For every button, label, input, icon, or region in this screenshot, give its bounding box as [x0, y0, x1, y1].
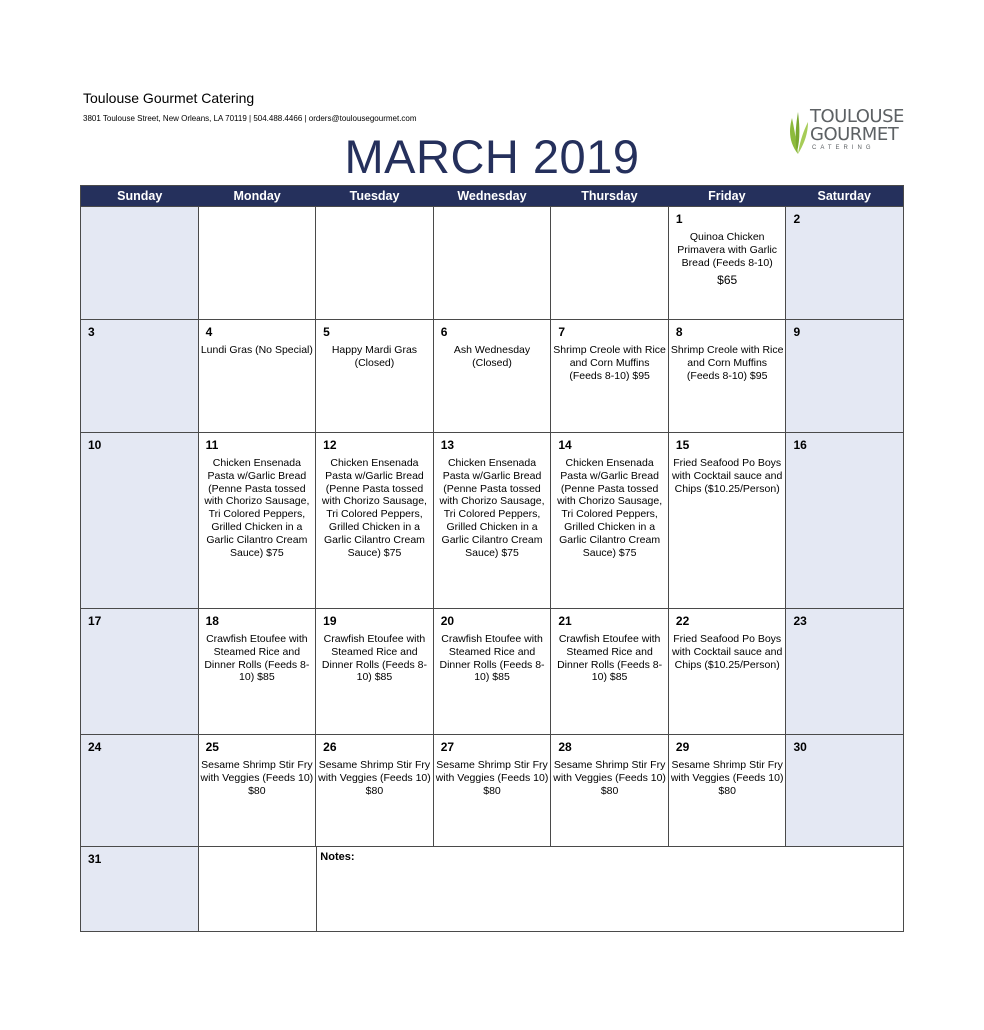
- day-number: 29: [675, 740, 690, 754]
- day-number: 6: [440, 325, 448, 339]
- day-number: 1: [675, 212, 683, 226]
- menu-special: [434, 759, 551, 797]
- company-logo: [786, 106, 906, 156]
- day-cell-3: [81, 320, 198, 432]
- day-number: 19: [323, 614, 337, 628]
- weekday-tuesday: Tuesday: [349, 189, 400, 203]
- menu-special: [199, 633, 316, 684]
- day-number: 25: [205, 740, 219, 754]
- weekday-friday: Friday: [708, 189, 746, 203]
- weeks: [81, 206, 903, 846]
- calendar-week-6: [81, 846, 903, 931]
- menu-special: [316, 633, 433, 684]
- day-number: 27: [440, 740, 455, 754]
- day-number: 14: [558, 438, 572, 452]
- day-number: 9: [793, 325, 801, 339]
- day-number: 5: [323, 325, 330, 339]
- day-cell-31: [81, 847, 198, 931]
- day-cell-30: [785, 735, 903, 846]
- menu-special: [316, 344, 433, 370]
- calendar-week-4: [81, 608, 903, 734]
- day-number: 3: [88, 325, 95, 339]
- calendar-week-2: [81, 319, 903, 432]
- menu-special-text: Quinoa Chicken Primavera with Garlic Bread (Feeds 8-10): [677, 231, 778, 269]
- menu-special-text: Chicken Ensenada Pasta w/Garlic Bread (Penne Pasta tossed with Chorizo Sausage, Tri Colored Peppers, Grilled Chicken in a Garlic Cilantro Cream Sauce) $75: [557, 457, 663, 559]
- day-cell-10: [81, 433, 198, 608]
- day-number: 28: [558, 740, 572, 754]
- menu-special: [551, 633, 668, 684]
- empty-day-cell: [315, 207, 433, 319]
- day-number: 21: [558, 614, 572, 628]
- day-cell-13: [433, 433, 551, 608]
- empty-day-cell: [198, 847, 316, 931]
- menu-special-text: Fried Seafood Po Boys with Cocktail sauce and Chips ($10.25/Person): [672, 457, 783, 495]
- day-number: 10: [88, 438, 102, 452]
- day-number: 31: [88, 852, 102, 866]
- weekday-monday: Monday: [233, 189, 281, 203]
- day-cell-2: [785, 207, 903, 319]
- day-number: 8: [675, 325, 683, 339]
- weekday-saturday: Saturday: [817, 189, 871, 203]
- calendar-week-5: [81, 734, 903, 846]
- day-cell-4: [198, 320, 316, 432]
- notes-box: [316, 847, 903, 931]
- day-number: 24: [88, 740, 102, 754]
- day-cell-11: [198, 433, 316, 608]
- page-title: MARCH 2019: [344, 130, 640, 183]
- menu-special-text: Crawfish Etoufee with Steamed Rice and Dinner Rolls (Feeds 8-10) $85: [204, 633, 310, 684]
- day-number: 15: [675, 438, 690, 452]
- weekday-header: [81, 186, 903, 206]
- menu-special-text: Fried Seafood Po Boys with Cocktail sauce and Chips ($10.25/Person): [672, 633, 783, 671]
- day-cell-26: [315, 735, 433, 846]
- day-number: 20: [440, 614, 455, 628]
- menu-special: [669, 457, 786, 495]
- day-cell-21: [550, 609, 668, 734]
- day-cell-9: [785, 320, 903, 432]
- menu-special-text: Happy Mardi Gras (Closed): [331, 344, 418, 369]
- menu-special: [551, 457, 668, 559]
- day-cell-29: [668, 735, 786, 846]
- day-cell-18: [198, 609, 316, 734]
- day-cell-6: [433, 320, 551, 432]
- menu-special: [199, 457, 316, 559]
- menu-special: [434, 344, 551, 370]
- menu-special: [199, 344, 316, 357]
- contact-line: 3801 Toulouse Street, New Orleans, LA 70119 | 504.488.4466 | orders@toulousegourmet.com: [83, 114, 417, 123]
- menu-special-text: Sesame Shrimp Stir Fry with Veggies (Feeds 10) $80: [435, 759, 549, 797]
- day-number: 7: [558, 325, 565, 339]
- leaf-icon: [786, 110, 810, 156]
- company-name: Toulouse Gourmet Catering: [83, 90, 255, 106]
- day-number: 23: [793, 614, 807, 628]
- menu-special-text: Chicken Ensenada Pasta w/Garlic Bread (Penne Pasta tossed with Chorizo Sausage, Tri Colored Peppers, Grilled Chicken in a Garlic Cilantro Cream Sauce) $75: [204, 457, 310, 559]
- day-number: 22: [675, 614, 690, 628]
- menu-special-text: Chicken Ensenada Pasta w/Garlic Bread (Penne Pasta tossed with Chorizo Sausage, Tri Colored Peppers, Grilled Chicken in a Garlic Cilantro Cream Sauce) $75: [321, 457, 427, 559]
- day-cell-16: [785, 433, 903, 608]
- day-number: 11: [205, 438, 219, 452]
- menu-special-text: Sesame Shrimp Stir Fry with Veggies (Feeds 10) $80: [670, 759, 784, 797]
- notes-label: Notes:: [320, 851, 355, 863]
- day-cell-27: [433, 735, 551, 846]
- menu-special-text: Sesame Shrimp Stir Fry with Veggies (Feeds 10) $80: [318, 759, 431, 797]
- menu-special: [669, 344, 786, 382]
- empty-day-cell: [81, 207, 198, 319]
- weekday-thursday: Thursday: [581, 189, 638, 203]
- day-number: 26: [323, 740, 337, 754]
- day-cell-7: [550, 320, 668, 432]
- logo-line-3: CATERING: [812, 145, 875, 151]
- day-number: 2: [793, 212, 801, 226]
- menu-price: $65: [717, 273, 738, 288]
- menu-special: [199, 759, 316, 797]
- menu-special-text: Sesame Shrimp Stir Fry with Veggies (Feeds 10) $80: [200, 759, 314, 797]
- menu-special-text: Ash Wednesday (Closed): [453, 344, 531, 369]
- menu-special: [434, 633, 551, 684]
- logo-line-2: GOURMET: [810, 124, 899, 145]
- menu-special-text: Crawfish Etoufee with Steamed Rice and Dinner Rolls (Feeds 8-10) $85: [557, 633, 663, 684]
- day-cell-25: [198, 735, 316, 846]
- day-cell-1: [668, 207, 786, 319]
- day-cell-5: [315, 320, 433, 432]
- menu-special-text: Chicken Ensenada Pasta w/Garlic Bread (Penne Pasta tossed with Chorizo Sausage, Tri Colored Peppers, Grilled Chicken in a Garlic Cilantro Cream Sauce) $75: [439, 457, 545, 559]
- menu-special-text: Shrimp Creole with Rice and Corn Muffins (Feeds 8-10) $95: [670, 344, 784, 382]
- day-cell-17: [81, 609, 198, 734]
- empty-day-cell: [433, 207, 551, 319]
- day-number: 4: [205, 325, 213, 339]
- calendar-grid: [80, 185, 904, 932]
- day-number: 18: [205, 614, 219, 628]
- calendar-week-3: [81, 432, 903, 608]
- day-cell-8: [668, 320, 786, 432]
- day-cell-28: [550, 735, 668, 846]
- menu-special-text: Crawfish Etoufee with Steamed Rice and Dinner Rolls (Feeds 8-10) $85: [439, 633, 545, 684]
- day-number: 12: [323, 438, 337, 452]
- menu-special-text: Crawfish Etoufee with Steamed Rice and Dinner Rolls (Feeds 8-10) $85: [321, 633, 427, 684]
- menu-special: [669, 759, 786, 797]
- day-number: 16: [793, 438, 807, 452]
- menu-special: [669, 231, 786, 287]
- empty-day-cell: [550, 207, 668, 319]
- day-cell-24: [81, 735, 198, 846]
- day-cell-12: [315, 433, 433, 608]
- weekday-wednesday: Wednesday: [457, 189, 527, 203]
- day-cell-19: [315, 609, 433, 734]
- calendar-week-1: [81, 206, 903, 319]
- menu-special: [434, 457, 551, 559]
- day-cell-23: [785, 609, 903, 734]
- menu-special-text: Sesame Shrimp Stir Fry with Veggies (Feeds 10) $80: [553, 759, 666, 797]
- menu-special-text: Lundi Gras (No Special): [200, 344, 313, 356]
- day-cell-15: [668, 433, 786, 608]
- day-number: 17: [88, 614, 102, 628]
- day-number: 13: [440, 438, 455, 452]
- menu-special: [316, 457, 433, 559]
- menu-special-text: Shrimp Creole with Rice and Corn Muffins (Feeds 8-10) $95: [553, 344, 666, 382]
- day-cell-14: [550, 433, 668, 608]
- day-cell-22: [668, 609, 786, 734]
- menu-special: [551, 759, 668, 797]
- logo-line-1: TOULOUSE: [810, 106, 904, 127]
- empty-day-cell: [198, 207, 316, 319]
- menu-special: [551, 344, 668, 382]
- menu-special: [316, 759, 433, 797]
- day-number: 30: [793, 740, 807, 754]
- menu-special: [669, 633, 786, 671]
- day-cell-20: [433, 609, 551, 734]
- weekday-sunday: Sunday: [117, 189, 163, 203]
